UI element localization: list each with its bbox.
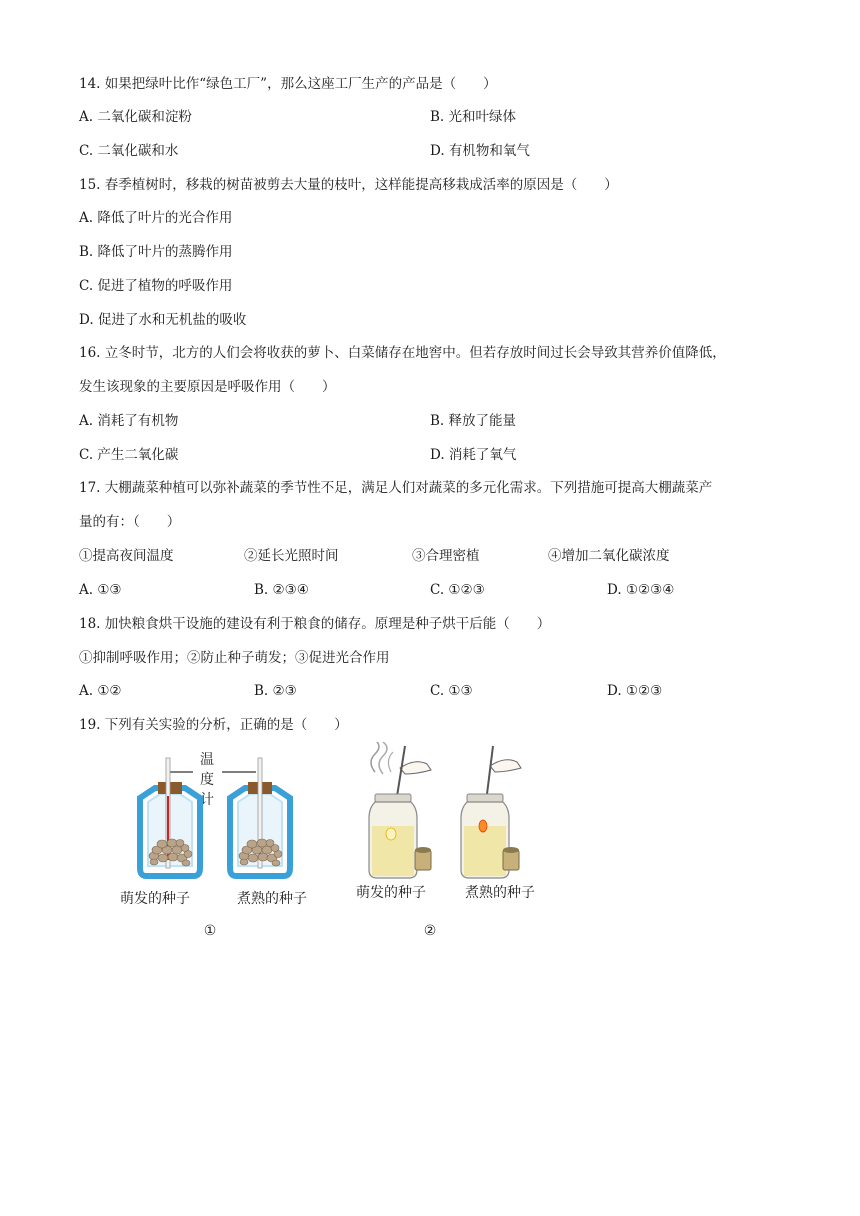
q14-option-c: C. 二氧化碳和水 (79, 143, 179, 159)
q16-option-b: B. 释放了能量 (430, 413, 517, 429)
q18-option-c: C. ①③ (430, 683, 473, 699)
thermometer-label-1: 温 (200, 752, 214, 768)
thermometer-label-3: 计 (200, 792, 214, 808)
right-thermos-flask (230, 758, 290, 876)
q17-option-a: A. ①③ (79, 582, 122, 598)
q15-option-d: D. 促进了水和无机盐的吸收 (79, 312, 247, 328)
q17-option-c: C. ①②③ (430, 582, 485, 598)
figure-1-thermos-experiment (110, 748, 330, 943)
question-14-stem: 14. 如果把绿叶比作“绿色工厂”，那么这座工厂生产的产品是（ ） (79, 76, 497, 92)
q17-measure-4: ④增加二氧化碳浓度 (548, 548, 670, 564)
question-18-stem: 18. 加快粮食烘干设施的建设有利于粮食的储存。原理是种子烘干后能（ ） (79, 616, 551, 632)
left-jar-with-candle (369, 742, 431, 878)
q15-option-c: C. 促进了植物的呼吸作用 (79, 278, 233, 294)
right-jar-with-candle (461, 746, 521, 878)
figure-1-left-caption: 萌发的种子 (120, 891, 190, 907)
q17-measure-1: ①提高夜间温度 (79, 548, 174, 564)
q16-option-a: A. 消耗了有机物 (79, 413, 179, 429)
left-thermos-flask (140, 758, 200, 876)
q14-option-d: D. 有机物和氧气 (430, 143, 530, 159)
question-17-stem-line1: 17. 大棚蔬菜种植可以弥补蔬菜的季节性不足，满足人们对蔬菜的多元化需求。下列措施可提高大棚蔬菜产 (79, 480, 713, 496)
q14-option-a: A. 二氧化碳和淀粉 (79, 109, 192, 125)
question-15-stem: 15. 春季植树时，移栽的树苗被剪去大量的枝叶，这样能提高移栽成活率的原因是（ ） (79, 177, 618, 193)
thermometer-label-2: 度 (200, 772, 214, 788)
q17-option-b: B. ②③④ (254, 582, 309, 598)
figure-2-candle-experiment (345, 742, 550, 942)
q15-option-b: B. 降低了叶片的蒸腾作用 (79, 244, 233, 260)
question-17-stem-line2: 量的有：（ ） (79, 514, 181, 530)
q17-measure-2: ②延长光照时间 (244, 548, 339, 564)
question-16-stem-line1: 16. 立冬时节，北方的人们会将收获的萝卜、白菜储存在地窖中。但若存放时间过长会导致其营养价值降低， (79, 345, 726, 361)
q17-measure-3: ③合理密植 (412, 548, 480, 564)
figure-2-left-caption: 萌发的种子 (356, 885, 426, 901)
q18-option-a: A. ①② (79, 683, 122, 699)
q18-option-d: D. ①②③ (607, 683, 663, 699)
figure-2-right-caption: 煮熟的种子 (465, 885, 535, 901)
q16-option-c: C. 产生二氧化碳 (79, 447, 179, 463)
q15-option-a: A. 降低了叶片的光合作用 (79, 210, 233, 226)
q18-option-b: B. ②③ (254, 683, 297, 699)
question-16-stem-line2: 发生该现象的主要原因是呼吸作用（ ） (79, 379, 336, 395)
question-19-stem: 19. 下列有关实验的分析，正确的是（ ） (79, 717, 348, 733)
q17-option-d: D. ①②③④ (607, 582, 675, 598)
figure-1-right-caption: 煮熟的种子 (237, 891, 307, 907)
figure-1-number: ① (203, 923, 217, 939)
q16-option-d: D. 消耗了氧气 (430, 447, 517, 463)
q14-option-b: B. 光和叶绿体 (430, 109, 517, 125)
figure-2-number: ② (423, 923, 437, 939)
q18-statements: ①抑制呼吸作用；②防止种子萌发；③促进光合作用 (79, 650, 390, 666)
